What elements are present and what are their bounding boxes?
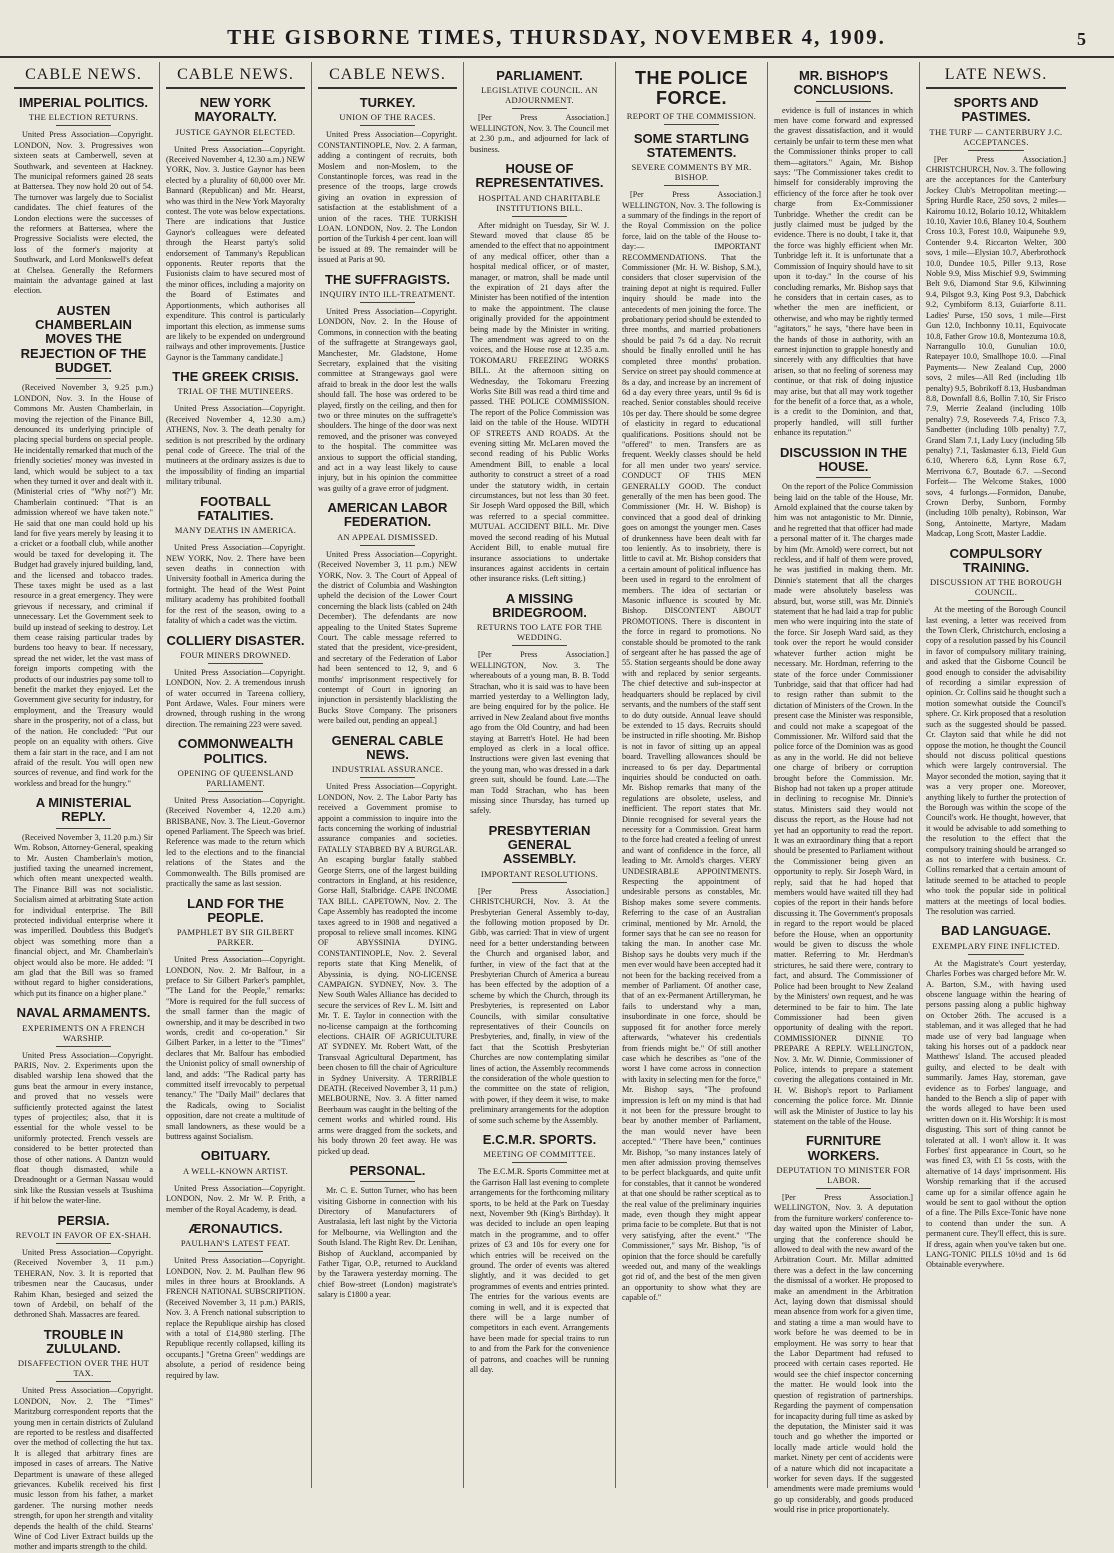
article-subheading: A WELL-KNOWN ARTIST. bbox=[182, 1165, 289, 1176]
divider bbox=[56, 1243, 112, 1244]
article-subheading: PAMPHLET BY SIR GILBERT PARKER. bbox=[176, 927, 295, 948]
article bbox=[318, 1164, 457, 1301]
article-heading: LAND FOR THE PEOPLE. bbox=[187, 895, 284, 925]
column-header: LATE NEWS. bbox=[926, 62, 1066, 89]
article-subheading: RETURNS TOO LATE FOR THE WEDDING. bbox=[476, 622, 603, 643]
article-subheading: IMPORTANT RESOLUTIONS. bbox=[480, 868, 599, 879]
article bbox=[318, 273, 457, 495]
divider bbox=[360, 777, 416, 778]
article-subheading: UNION OF THE RACES. bbox=[339, 112, 436, 123]
divider bbox=[56, 1381, 112, 1382]
divider bbox=[56, 1046, 112, 1047]
article bbox=[774, 1134, 913, 1515]
article-body: (Received November 3, 11.20 p.m.) Sir Wm. Robson, Attorney-General, speaking to Mr. Austen Chamberlain's motion, justified taxing the unearned increment, which often meant unexpected wealth. The Finance Bill was not socialistic. Socialism aimed at arbitrating State action for individual enterprise. The Bill protected individual enterprise where it was imperilled. Doubtless this Budget's object was something more than a financial object, and Mr. Chamberlain's object would also be more. He added: "I am glad that the Bill was so framed without regard to higher considerations, which put its finance on a higher plane." bbox=[14, 832, 153, 998]
article bbox=[318, 96, 457, 266]
article bbox=[470, 824, 609, 1126]
article-heading: MR. BISHOP'S CONCLUSIONS. bbox=[793, 68, 894, 98]
news-column bbox=[920, 62, 1072, 1488]
article-body: United Press Association—Copyright. LONDON, Nov. 2. Mr W. P. Frith, a member of the Royal Academy, is dead. bbox=[166, 1183, 305, 1214]
article-body: United Press Association—Copyright. (Received November 4, 12.30 a.m.) ATHENS, Nov. 3. The death penalty for sedition is not prescribed by the ordinary penal code of Greece. The trial of the mutineers at the ordinary assizes is due to the impossibility of finding an impartial military tribunal. bbox=[166, 404, 305, 487]
article-heading: SPORTS AND PASTIMES. bbox=[953, 95, 1039, 125]
article-subheading: REVOLT IN FAVOR OF EX-SHAH. bbox=[15, 1229, 152, 1240]
article-body: [Per Press Association.] CHRISTCHURCH, Nov. 3. At the Presbyterian General Assembly to-day, the following motion proposed by Dr. Gibb, was carried: That in view of urgent need for a better understanding between the Church and organised labor, and further, in view of the fact that at the Presbyterian Church of America a bureau has been effected by the adoption of a scheme by which the Church, through its Presbyteries, is represented on Labor Councils, with similar consultative representatives of their Councils on Presbyteries, and, finally, in view of the fact that the Scottish Presbyterian Churches are now contemplating similar lines of action, the Assembly recommends the consideration of the whole question to the committee on the state of religion, with power, if they deem it wise, to make preliminary arrangements for the adoption of some such scheme by the Assembly. bbox=[470, 886, 609, 1125]
article-heading: HOUSE OF REPRESENTATIVES. bbox=[475, 160, 604, 191]
article bbox=[166, 495, 305, 627]
article bbox=[622, 132, 761, 1304]
article-body: Mr. C. E. Sutton Turner, who has been visiting Gisborne in connection with his Directory of Manufacturers of Australasia, left last night by the Victoria for Melbourne, via Wellington and the South Island. The Right Rev. Dr. Lenihan, Bishop of Auckland, accompanied by Father Tigar, O.P., returned to Auckland by the Tarawera yesterday morning. The chief Bow-street (London) magistrate's salary is £1800 a year. bbox=[318, 1186, 457, 1300]
divider bbox=[208, 663, 264, 664]
article-body: United Press Association—Copyright. CONSTANTINOPLE, Nov. 2. A farman, adding a contingent of recruits, both Moslem and non-Moslem, to the Constantinople forces, was read in the presence of the troops, large crowds giving an ovation in expression of satisfaction at the establishment of a union of the races. THE TURKISH LOAN. LONDON, Nov. 2. The London portion of the Turkish 4 per cent. loan will be issued at 89. The remainder will be issued at Paris at 90. bbox=[318, 130, 457, 265]
divider bbox=[56, 828, 112, 829]
article-subheading: PAULHAN'S LATEST FEAT. bbox=[180, 1238, 291, 1249]
article-subheading: JUSTICE GAYNOR ELECTED. bbox=[175, 126, 296, 137]
article bbox=[470, 162, 609, 585]
divider bbox=[512, 216, 568, 217]
article-heading: TROUBLE IN ZULULAND. bbox=[43, 1326, 124, 1357]
news-column bbox=[8, 62, 160, 1552]
article bbox=[14, 1214, 153, 1321]
divider bbox=[816, 1188, 872, 1189]
article-body: [Per Press Association.] WELLINGTON, Nov. 3. The following is a summary of the findings in the report of the Royal Commission on the police force, laid on the table of the House to-day:— IMPORTANT RECOMMENDATIONS. That the Commissioner (Mr. H. W. Bishop, S.M.), considers that closer supervision of the training depot at night is required. Fuller inquiry should be made into the antecedents of men joining the force. The probationary period should be extended to three months, and married probationers should be paid 7s 6d a day. No recruit should be finally enrolled until he has completed three months' probation. Service on street pay should commence at 8s a day, and increase by an increment of 6d a day every three years, until 9s 6d is reached. Senior constables should receive 10s per day. There should be some degree of elasticity in regard to educational qualifications. Positions should not be "offered" to men. Transfers are as frequent. Weekly classes should be held for all men under two years' service. CONDUCT OF THIS MEN GENERALLY GOOD. The conduct generally of the men has been good. The Commissioner (Mr. H. W. Bishop) is convinced that a good deal of drinking goes on amongst the younger men. Cases of drunkenness have been dealt with far too leniently. As to insobriety, there is little to cavil at. Mr. Bishop considers that a certain amount of political influence has been used in regard to the enrolment of members. The idea of sectarian or Masonic influence is scouted by Mr. Bishop. DISCONTENT ABOUT PROMOTIONS. There is discontent in the force in regard to promotions. No constable should be promoted to the rank of sergeant after he has passed the age of 55. Station sergeants should be done away with and replaced by senior sergeants. The chief detective and sub-inspector at headquarters should be replaced by civil servants, and the numbers of the staff sent to do duty outside. Annual leave should be extended to 15 days. Recruits should be instructed in rifle shooting. Mr. Bishop is not in favor of sitting up an appeal board. Travelling allowances should be increased to 6s per day. Departmental inquiries should be conducted on oath. Mr. Bishop remarks that many of the regulations are obsolete, useless, and inefficient. The report states that Mr. Dinnie recognised for several years the necessity for a Commission. Great harm to the force had created a feeling of unrest and want of confidence in the force, all leading to Mr. Arnold's charges. VERY UNDESIRABLE APPOINTMENTS. Respecting the appointment of undesirable persons as constables, Mr. Bishop makes some severe comments. Referring to the case of an Australian criminal, mentioned by Mr. Arnold, the former says that he can see no reason for taking the man. In another case Mr. Bishop says he doubts very much if the men ever would have been accepted had it not been for the backing received from a member of Parliament. Of another case, that of an ex-Permanent Artilleryman, he fails to understand why a man, insubordinate in one force, should be supposed fit for another force merely afterwards, "whatever his credentials from friends might be." Of still another case which he describes as "one of the worst I have come across in connection with laxity in selecting men for the force," Mr. Bishop says, "The profound impression is left on my mind is that had it not been for the pressure brought to bear by another member of Parliament, the man would never have been accepted." "There have been," continues Mr. Bishop, "so many instances lately of men after admission proving themselves to be perfect blackguards, and quite unfit for constables, that it cannot be wondered at that one should be rather sceptical as to the real value of the preliminary inquiries made, even though they might appear prima facie to be complete. But that is not very satisfying, after the event." "The Commissioner," says Mr. Bishop, "is of opinion that the force should be carefully weeded out, and many of the weaklings got rid of, and the best of the men given an opportunity to show what they are capable of." bbox=[622, 190, 761, 1303]
divider bbox=[968, 600, 1024, 601]
article-body: United Press Association—Copyright. NEW YORK, Nov. 2. There have been seven deaths in connection with University football in America during the fortnight. The head of the West Point military academy has prohibited football for the rest of the season, owing to a fatality of which a cadet was the victim. bbox=[166, 543, 305, 626]
article-body: The E.C.M.R. Sports Committee met at the Garrison Hall last evening to complete arrangements for the forthcoming military sports, to be held at the Park on Tuesday next, November 9th (King's Birthday). It was decided to include an open leaping match in the programme, and to offer prizes of £3 and 10s for every one for which entries will be received on the ground. The order of events was altered slightly, and it was decided to get programmes of events and entries printed. The entries for the various events are coming in well, and it is expected that there will be a large number of competitors in each event. Arrangements have been made for special trains to run to and from the Park for the convenience of patrons, and coaches will be running all day. bbox=[470, 1167, 609, 1375]
article-subheading: SEVERE COMMENTS BY MR. BISHOP. bbox=[631, 162, 752, 183]
article-subheading: TRIAL OF THE MUTINEERS. bbox=[177, 386, 294, 397]
article-heading: PARLIAMENT. bbox=[496, 68, 583, 83]
article-subheading: LEGISLATIVE COUNCIL. AN ADJOURNMENT. bbox=[481, 85, 598, 106]
divider bbox=[360, 125, 416, 126]
article-heading: THE SUFFRAGISTS. bbox=[325, 271, 450, 287]
article-heading: BAD LANGUAGE. bbox=[941, 923, 1051, 939]
article-body: United Press Association—Copyright. (Received November 4, 12.30 a.m.) NEW YORK, Nov. 3. Justice Gaynor has been elected by a plurality of 60,000 over Mr. Bannard (Republican) and Mr. Hearst, who was third in the New York Mayoralty contest. The vote was below expectations. There are indications that Justice Gaynor's colleagues were defeated through the Hearst party's solid endorsement of Tammany's Republican opponents. Reuter reports that the Fusionists claim to have secured most of the minor offices, including a majority on the Board of Estimates and Apportionments, which authorises all expenditure. This control is particularly important this election, as immense sums are likely to be expended on underground railways and other improvements. [Justice Gaynor is the Tammany candidate.] bbox=[166, 144, 305, 362]
article-subheading: DEPUTATION TO MINISTER FOR LABOR. bbox=[776, 1164, 911, 1185]
article-subheading: DISCUSSION AT THE BOROUGH COUNCIL. bbox=[929, 577, 1063, 598]
columns-container bbox=[8, 62, 1108, 1552]
article bbox=[14, 304, 153, 789]
news-column bbox=[160, 62, 312, 1488]
article-body: [Per Press Association.] WELLINGTON, Nov. 3. The Council met at 2.30 p.m., and adjourned for lack of business. bbox=[470, 113, 609, 154]
article-heading: THE GREEK CRISIS. bbox=[172, 369, 299, 385]
divider bbox=[208, 1251, 264, 1252]
divider bbox=[512, 108, 568, 109]
article-heading: COMPULSORY TRAINING. bbox=[949, 545, 1043, 575]
article bbox=[926, 924, 1066, 1270]
article bbox=[14, 796, 153, 999]
article-heading: IMPERIAL POLITICS. bbox=[18, 95, 149, 110]
article-subheading: INDUSTRIAL ASSURANCE. bbox=[331, 764, 444, 775]
divider bbox=[208, 140, 264, 141]
divider bbox=[512, 882, 568, 883]
divider bbox=[512, 1162, 568, 1163]
divider bbox=[208, 791, 264, 792]
article bbox=[14, 96, 153, 297]
article-subheading: MEETING OF COMMITTEE. bbox=[483, 1149, 596, 1160]
article-heading: COLLIERY DISASTER. bbox=[166, 632, 305, 648]
article-heading: ÆRONAUTICS. bbox=[188, 1220, 283, 1236]
divider bbox=[816, 101, 872, 102]
divider bbox=[816, 477, 872, 478]
article bbox=[926, 547, 1066, 918]
article-subheading: THE TURF — CANTERBURY J.C. ACCEPTANCES. bbox=[929, 126, 1063, 147]
article-heading: NAVAL ARMAMENTS. bbox=[16, 1005, 151, 1021]
article-subheading: MANY DEATHS IN AMERICA. bbox=[174, 525, 297, 536]
article-body: United Press Association—Copyright. (Received November 3, 11 p.m.) TEHERAN, Nov. 3. It is reported that tribesmen near the Caucasus, under Rahim Khan, besieged and seized the town of Ardebil, on behalf of the dethroned Shah. Massacres are feared. bbox=[14, 1247, 153, 1320]
article bbox=[470, 69, 609, 155]
divider bbox=[664, 185, 720, 186]
news-column bbox=[464, 62, 616, 1488]
article bbox=[14, 1006, 153, 1206]
article bbox=[14, 1328, 153, 1553]
divider bbox=[360, 1181, 416, 1182]
article-body: At the meeting of the Borough Council last evening, a letter was received from the Town Clerk, Christchurch, enclosing a copy of a resolution passed by his Council in favor of compulsory military training, and asked that the Gisborne Council be good enough to consider the advisability of recording a similar expression of opinion. Cr. Collins said he thought such a motion somewhat outside the Council's sphere. Cr. Kirk proposed that a resolution such as the suggested should be passed. Cr. Clayton said that while he did not oppose the motion, he thought the Council should not discuss political questions which were largely controversial. The Mayor seconded the motion, saying that it was a very proper one. Moreover, anything likely to further the protection of the Borough was within the scope of the Council's work. He thought, however, that it would be advisable to add something to the resolution to the effect that the compulsory training should be arranged so as not to interfere with business. Cr. Collins remarked that a certain amount of latitude seemed to be attached to people who took the popular side in political matters at the meetings of local bodies. The resolution was carried. bbox=[926, 605, 1066, 916]
article-body: evidence is full of instances in which men have come forward and expressed the gravest dissatisfaction, and it would certainly be unfair to term these men what the Commissioner thinks proper to call them—agitators." Again, Mr. Bishop says: "The Commissioner takes credit to himself for considerably improving the efficiency of the force after he took over charge from Ex-Commissioner Tunbridge. Whether the credit can be justly claimed must be judged by the evidence. There is no doubt, I take it, that the force was highly efficient when Mr. Tunbridge left it. It is unfortunate that a Commission of Inquiry should have to sit upon it to-day." In the course of his concluding remarks, Mr. Bishop says that he considers that in certain cases, as to whether the men are inefficient, or otherwise, and who may be rightly termed "agitators," he says, "there have been in the hands of those in authority, with an earnest injunction to grapple honestly and sincerely with any difficulties that have arisen, so that no feeling of soreness may continue, or that risk of doing injustice may arise, but that all may work together for the benefit of a force that, as a whole, is a credit to the Dominion, and that, properly handled, will still further enhance its reputation." bbox=[774, 105, 913, 438]
article bbox=[318, 501, 457, 727]
article-heading: PRESBYTERIAN GENERAL ASSEMBLY. bbox=[488, 822, 591, 867]
article-body: United Press Association—Copyright. LONDON, Nov. 3. Progressives won sixteen seats at Camberwell, seven at Southwark, and seventeen at Hackney. The municipal reformers gained 28 seats at Battersea. They now hold 20 out of 54. The turnover was largely due to Socialist candidates. The chief features of the London elections were the successes of the reformers at Battersea, where the Progressive Socialists were elected, the loss of the former's majority at Southwark, and Lord Monkswell's defeat at Chelsea. Generally the Reformers maintain the advantage gained at last election. bbox=[14, 130, 153, 296]
divider bbox=[208, 538, 264, 539]
article-heading: FOOTBALL FATALITIES. bbox=[197, 493, 274, 523]
article-heading: TURKEY. bbox=[359, 95, 416, 110]
divider bbox=[512, 645, 568, 646]
article-body: [Per Press Association.] WELLINGTON, Nov. 3. A deputation from the furniture workers' conference to-day waited upon the Minister of Labor, urging that the conference should be allowed to deal with the new award of the Arbitration Court. Mr. Millar admitted there was a defect in the law concerning the dismissal of a worker. He proposed to make an amendment in the Arbitration Act, laying down that dismissal should mean absence from work for a given time, and stating a time a man would have to work before he was deemed to be in employment. He was sorry to hear that the Labor Department had refused to proceed with certain cases reported. He would see the chief inspector concerning the matter. He would look into the question of registration of partnerships. Regarding the payment of compensation for incapacity during full time as asked by the deputation, the Minister said it was touch and go whether the imported or locally made article would hold the market. Ninety per cent of accidents were of a nature which did not incapacitate a worker for seven days. If the suggested amendments were made premiums would go up considerably, and goods produced would rise in price proportionately. bbox=[774, 1192, 913, 1515]
divider bbox=[968, 150, 1024, 151]
article bbox=[166, 1222, 305, 1381]
article-subheading: HOSPITAL AND CHARITABLE INSTITUTIONS BILL. bbox=[478, 192, 601, 213]
article-subheading: INQUIRY INTO ILL-TREATMENT. bbox=[319, 288, 456, 299]
article-body: [Per Press Association.] WELLINGTON, Nov. 3. The whereabouts of a young man, B. B. Todd Strachan, who it is said was to have been married yesterday to a Wellington lady, are being enquired for by the police. He arrived in New Zealand about five months ago from the Old Country, and had been staying at Barrett's Hotel. He had been employed as clerk in a local office. Instructions were given last evening that the young man, who was dressed in a dark green suit, should be found. Late.—The man Todd Strachan, who has been missing since Thursday, has turned up safely. bbox=[470, 650, 609, 816]
article-subheading: EXPERIMENTS ON A FRENCH WARSHIP. bbox=[22, 1022, 145, 1043]
article-subheading: DISAFFECTION OVER THE HUT TAX. bbox=[17, 1358, 150, 1379]
article bbox=[470, 1133, 609, 1375]
article-heading: THE POLICE FORCE. bbox=[634, 68, 748, 108]
column-header: CABLE NEWS. bbox=[14, 62, 153, 89]
column-header: CABLE NEWS. bbox=[166, 62, 305, 89]
article bbox=[470, 592, 609, 817]
article-heading: PERSIA. bbox=[57, 1212, 110, 1228]
news-column bbox=[768, 62, 920, 1515]
article-body: United Press Association—Copyright. LONDON, Nov. 2. Mr Balfour, in a preface to Sir Gilbert Parker's pamphlet, "The Land for the People," remarks: "More is required for the full success of the small farmer than the magic of ownership, and it may be described in two words, credit and co-operation." Sir Gilbert Parker, in a letter to the "Times" declares that Mr. Balfour has embodied the Unionist policy of small ownership of land, and adds: "The Radical party has committed itself irrevocably to perpetual tenancy." The "Daily Mail" declares that the Radicals, owing to Socialist opposition, dare not create a multitude of small landowners, as these would be a buttress against Socialism. bbox=[166, 955, 305, 1141]
article bbox=[166, 634, 305, 731]
article bbox=[774, 69, 913, 439]
masthead bbox=[0, 0, 1114, 58]
article-heading: DISCUSSION IN THE HOUSE. bbox=[779, 444, 908, 474]
article-subheading: THE ELECTION RETURNS. bbox=[28, 112, 139, 123]
article-body: On the report of the Police Commission being laid on the table of the House, Mr. Arnold explained that the course taken by him was not antagonistic to Mr. Dinnie, and he regretted that that officer had made a personal matter of it. The charges made by him (Mr. Arnold) were correct, but not reckless, and if half of them were proved, he was justified in making them. Mr. Dinnie's statement that all the charges made were absolutely baseless was absurd, but, worse still, was Mr. Dinnie's statement that he had laid a trap for public men who were inquiring into the state of the force. Sir Joseph Ward said, as they took over the report he would consider whatever further action might be necessary. Mr. Hordman, referring to the state of the force under Commissioner Tunbridge, said that that officer had had to resign rather than submit to the dictation of Ministers of the Crown. In the present case the Minister was responsible, and could not make a scapegoat of the Commissioner. Mr. Wilford said that the police force of the Dominion was as good as any in the world. He did not believe one charge of bribery or corruption brought before the Commission. Mr. Bishop had not taken up a proper attitude in declining to recognise Mr. Dinnie's status. Ministers said they would not discuss the report, as the House had not yet had an opportunity to read the report. It was an extraordinary thing that a report should be presented to Parliament without the Commissioner being given an opportunity to reply. Sir Joseph Ward, in reply, said that he had hoped that members would have waited till they had copies of the report in their hands before discussing it. The Government's proposals in regard to the report would be placed before the House, when an opportunity would be given to discuss the whole matter. Referring to Mr. Herdman's strictures, he said there were, contrary to fact, and absurd. The Commissioner of Police had been brought to New Zealand by the Ministers' own request, and he was determined to be fair to him. The late Commissioner had been given opportunity of dealing with the report. COMMISSIONER DINNIE TO PREPARE A REPLY. WELLINGTON, Nov. 3. Mr. W. Dinnie, Commissioner of Police, intends to prepare a statement covering the allegations contained in Mr. H. W. Bishop's report to Parliament concerning the police force. Mr. Dinnie will ask the Minister of Justice to lay his statement on the table of the House. bbox=[774, 482, 913, 1126]
article-body: At the Magistrate's Court yesterday, Charles Forbes was charged before Mr. W. A. Barton, S.M., with having used obscene language within the hearing of persons passing along a public highway on October 26th. The accused is a stableman, and it was alleged that he had made use of very bad language when taking his horses out of a paddock near Matthews' Island. The accused pleaded guilty, and elected to be dealt with summarily. James Hay, storeman, gave evidence as to Forbes' language, and handed to the Bench a slip of paper with the words alleged to have been used written down on it. His Worship: It is most disgusting. This sort of thing cannot be tolerated at all. I won't allow it. It was Forbes' first appearance in Court, so he was fined £3, with £1 5s costs, with the alternative of 14 days' imprisonment. His Worship remarking that if the accused came up for a similar offence again he would be sent to gaol without the option of a fine. The Pills Exce-Tonic have none to contend than under the sun. A permanent cure. They'll effect, this is sure. If dress, again when you've taken but one. LANG-TONIC PILLS 10½d and 1s 6d Obtainable everywhere. bbox=[926, 958, 1066, 1270]
article-subheading: FOUR MINERS DROWNED. bbox=[180, 649, 291, 660]
article-heading: GENERAL CABLE NEWS. bbox=[331, 732, 444, 762]
article-body: United Press Association—Copyright. PARIS, Nov. 2. Experiments upon the disabled warship Iena showed that the guns beat the armour in every instance, and proved that no vessels were sufficiently protected against the latest types of projectiles; also, that it is essential for the whole vessel to be uniformly protected. French vessels are considered to be better protected than those of other nations. A Dantzn would float though dismasted, while a Dreadnought or a German Nassau would sink like the Russian vessels at Tsushima if hit below the water-line. bbox=[14, 1050, 153, 1206]
article-heading: PERSONAL. bbox=[349, 1162, 426, 1178]
article-heading: E.C.M.R. SPORTS. bbox=[482, 1132, 597, 1148]
divider bbox=[968, 954, 1024, 955]
divider bbox=[208, 1179, 264, 1180]
article bbox=[166, 1149, 305, 1215]
article-body: United Press Association—Copyright. (Received November 4, 12.20 a.m.) BRISBANE, Nov. 3. The Lieut.-Governor opened Parliament. The Speech was brief. Reference was made to the return which led to the elections and to the financial relations of the States and the Commonwealth. The Bills promised are practically the same as last session. bbox=[166, 795, 305, 889]
article-body: After midnight on Tuesday, Sir W. J. Steward moved that clause 85 be amended to the effect that no appointment of any medical officer, other than a hospital medical officer, or of master, manager, or matron, shall be made until the expiration of 21 days after the Minister has been notified of the intention to make the appointment. The clause originally provided for the appointment being made by the Minister in writing. The amendment was agreed to on the voices, and the House rose at 12.35 a.m. TOKOMARU FREEZING WORKS BILL. At the afternoon sitting on Wednesday, the Tokomaru Freezing Works Site Bill was read a third time and passed. THE POLICE COMMISSION. The report of the Police Commission was laid on the table of the House. WIDTH OF STREETS AND ROADS. At the evening sitting Mr. McLaren moved the second reading of his Public Works Amendment Bill, to enable a local authority to construct a street of a road under the statutory width, in certain circumstances, but not less than 30 feet. Sir Joseph Ward opposed the Bill, which was referred to a special committee. MUTUAL ACCIDENT BILL. Mr. Dive moved the second reading of his Mutual Accident Bill, to enable mutual fire insurance associations to undertake insurances against accidents in certain other insurance risks. (Left sitting.) bbox=[470, 220, 609, 584]
article-body: United Press Association—Copyright. (Received November 3, 11 p.m.) NEW YORK, Nov. 3. The Court of Appeal of the district of Columbia and Washington upheld the decision of the Lower Court concerning the black lists (cabled on 24th December). The defendants are now appealing to the United States Supreme Court. The cable message referred to stated that the president, vice-president, and secretary of the Federation of Labor had been sentenced to 12, 9, and 6 months' imprisonment respectively for contempt of Court in ignoring an injunction in persistently blacklisting the Bucks Stove Company. The prisoners were bailed out, pending an appeal.] bbox=[318, 549, 457, 726]
column-header: CABLE NEWS. bbox=[318, 62, 457, 89]
divider bbox=[208, 950, 264, 951]
article bbox=[166, 737, 305, 889]
article-body: United Press Association—Copyright. LONDON, Nov. 2. A tremendous inrush of water occurred in Tareena colliery, Pont Ardawe, Wales. Four miners were drowned, through rushing in the wrong direction. The remaining 223 were saved. bbox=[166, 667, 305, 729]
article-subheading: AN APPEAL DISMISSED. bbox=[337, 531, 438, 542]
article bbox=[318, 734, 457, 1157]
article-heading: FURNITURE WORKERS. bbox=[805, 1133, 882, 1163]
divider bbox=[360, 302, 416, 303]
article-body: United Press Association—Copyright. LONDON, Nov. 2. The Labor Party has received a Government promise to appoint a commission to inquire into the facts concerning the working of industrial assurance companies and societies. FATALLY STABBED BY A BURGLAR. An escaping burglar fatally stabbed George Sterrs, one of the largest building contractors in England, at his residence, Gorse Hall, Stalbridge. CAPE INCOME TAX BILL. CAPETOWN, Nov. 2. The Cape Assembly has readopted the income taxes agreed to in 1908 and negatived a proposal to relieve small incomes. KING OF ABYSSINIA DYING. CONSTANTINOPLE, Nov. 2. Several reports state that King Menelik, of Abyssinia, is dying. NO-LICENSE CAMPAIGN. SYDNEY, Nov. 3. The New South Wales Alliance has decided to secure the services of Rev L. M. Isitt and Mr. T. E. Taylor in connection with the no-license campaign at the forthcoming elections. CHAIR OF AGRICULTURE AT SYDNEY. Mr. Robert Watt, of the Transvaal Agricultural Department, has been chosen to fill the chair of Agriculture in Sydney University. A TERRIBLE DEATH. (Received November 3, 11 p.m.) MELBOURNE, Nov. 3. A fitter named Beerbaum was caught in the belting of the cement works and whirled round. His arms were dragged from the sockets, and his body thrown 20 feet away. He was picked up dead. bbox=[318, 782, 457, 1156]
article-body: (Received November 3, 9.25 p.m.) LONDON, Nov. 3. In the House of Commons Mr. Austen Chamberlain, in moving the rejection of the Finance Bill, denounced its underlying principle of placing special burdens on special people. He incidentally remarked that much of the friendly societies' money was invested in land, which would be subject to a tax when they turned it over and dealt with it. (Ministerial cries of "Why not?") Mr. Chamberlain continued: "That is an admission whereof we have taken note." He said that one man could hold up his land for five years merely by leasing it to a cricket or a football club, while another would be taxed for developing it. The Budget had gravely injured building, land, and the licensed and tobacco trades. These taxes might be used as a last resource in a great emergency. They were grievous if necessary, and criminal if unnecessary. Let the Government seek to build up instead of seeking to destroy. Let them cease raising particular trades by burdens too heavy to bear. If necessary, spread the net wider, let the vast mass of foreign imports competing with the products of our industries pay some toll to benefit the market they enjoyed. Let the Government give security for industry, for employment, and the Treasury would share in the prosperity, not of a class, but of the nation. He concluded: "Put our people on an equality with others. Give them a fair start in the race, and I am not afraid of the result. You will open new sources of revenue, and find work for the workless and bread for the hungry." bbox=[14, 383, 153, 788]
article bbox=[166, 370, 305, 488]
article-heading: COMMONWEALTH POLITICS. bbox=[177, 736, 294, 766]
article-heading: AMERICAN LABOR FEDERATION. bbox=[327, 500, 448, 530]
article-subheading: EXEMPLARY FINE INFLICTED. bbox=[932, 940, 1060, 951]
divider bbox=[56, 125, 112, 126]
divider bbox=[360, 545, 416, 546]
divider bbox=[208, 399, 264, 400]
news-column bbox=[312, 62, 464, 1488]
article-subheading: REPORT OF THE COMMISSION. bbox=[626, 110, 757, 121]
divider bbox=[56, 378, 112, 379]
news-column bbox=[616, 62, 768, 1488]
article-heading: OBITUARY. bbox=[200, 1148, 271, 1164]
article-subheading: OPENING OF QUEENSLAND PARLIAMENT. bbox=[177, 767, 294, 788]
article-body: United Press Association—Copyright. LONDON, Nov. 2. In the House of Commons, in connection with the beating of the suffragette at Strangeways gaol, Manchester, Mr. Gladstone, Home Secretary, explained that the visiting committee at Strangeways gaol were afraid to break in the door lest the walls should fall. The hose was ordered to be played, firstly on the ceiling, and then for two or three minutes on the suffragette's shoulders. The hinge of the door was next removed, and the prisoner was conveyed to the hospital. The committee was anxious to support the official standing, and act in a way least likely to cause injury, but in his opinion the committee was guilty of a grave error of judgment. bbox=[318, 306, 457, 493]
article-heading: NEW YORK MAYORALTY. bbox=[194, 95, 277, 125]
article bbox=[166, 96, 305, 363]
masthead-title: THE GISBORNE TIMES, THURSDAY, NOVEMBER 4, 1909. bbox=[227, 25, 886, 49]
divider bbox=[664, 124, 720, 125]
article bbox=[774, 446, 913, 1128]
article-heading: SOME STARTLING STATEMENTS. bbox=[633, 130, 750, 160]
article-heading: A MINISTERIAL REPLY. bbox=[35, 795, 132, 825]
article bbox=[622, 69, 761, 125]
article-body: [Per Press Association.] CHRISTCHURCH, Nov. 3. The following are the acceptances for the Canterbury Jockey Club's Metropolitan meeting:— Spring Hurdle Race, 250 sovs, 2 miles—Kairomu 10.12, Bolario 10.12, Whitaklem 10.10, Xavier 10.6, Blaney 10.4, Southern Cross 10.3, Forest 10.0, Waipunehe 9.9, Contender 9.4. Riccarton Welter, 300 sovs, 1 mile—Elysian 10.7, Aberbrothock 10.0, Dundee 10.5, Piller 9.13, Rose Noble 9.9, Miss Mischief 9.9, Swimming Belt 9.6, Diamond Star 9.6, Kilwinning 9.4, Pilsgot 9.3, King Post 9.3, Dabchick 9.2, Cymbiform 8.13, Guiarforte 8.11. Ladies' Purse, 150 sovs, 1 mile—First Gun 12.0, Inchbonny 10.11, Equivocate 10.8, Father Grow 10.8, Montezuma 10.8, Narrangullo 10.0, Gunulian 10.0, Ratepayer 10.0, Smallhope 10.0. —Final Payments— New Zealand Cup, 2000 sovs, 2 miles—All Red (including 1lb penalty) 9.5, Bobrikoff 8.13, Husbandman 8.8, Downfall 8.6, Bollin 7.10, Sir Frisco 7.9, Merrie Zealand (including 10lb penalty) 7.9, Roseveeds 7.4, Frisco 7.3, Sandbetter (including 10lb penalty) 7.7, Grand Slam 7.1, Lady Lucy (including 5lb penalty) 7.1, Taskmaster 6.13, Field Gun 6.10, Wherero 6.8, Lynn Rose 6.7, Merrivona 6.7, Boutade 6.7. —Second Forfeit— The Welcome Stakes, 1000 sovs, 4 furlongs.—Formidon, Danube, Crown Derby, Sunborn, Formby (including 10lb penalty), Robinson, War Song, Antoinette, Martyre, Madam Madcap, Long Scott, Master Laddie. bbox=[926, 154, 1066, 539]
page-number: 5 bbox=[1077, 29, 1086, 49]
article-body: United Press Association—Copyright. LONDON, Nov. 2. The "Times" Maritzburg correspondent reports that the young men in certain districts of Zululand are reported to be restless and disaffected over the method of collecting the hut tax. It is alleged that arbitrary fines are imposed in cases of arrears. The Native Department is unaware of these alleged grievances. Kubelik received his first music lesson from his father, a market gardener. The nursing mother needs strength, for upon her strength and vitality depends the health of the child. Stearns' Wine of Cod Liver Extract builds up the mother and imparts strength to the child. bbox=[14, 1386, 153, 1552]
article-heading: AUSTEN CHAMBERLAIN MOVES THE REJECTION OF THE BUDGET. bbox=[20, 302, 147, 375]
article bbox=[926, 96, 1066, 540]
article-body: United Press Association—Copyright. LONDON, Nov. 2. M. Paulhan flew 96 miles in three hours at Brooklands. A FRENCH NATIONAL SUBSCRIPTION. (Received November 3, 11 p.m.) PARIS, Nov. 3. A French national subscription to replace the Republique airship has closed with a total of £14,980 sterling. [The Republique recently collapsed, killing its occupants.] "Gretna Green" weddings are absolute, a period of residence being required by law. bbox=[166, 1256, 305, 1380]
article-heading: A MISSING BRIDEGROOM. bbox=[492, 590, 587, 621]
article bbox=[166, 897, 305, 1143]
